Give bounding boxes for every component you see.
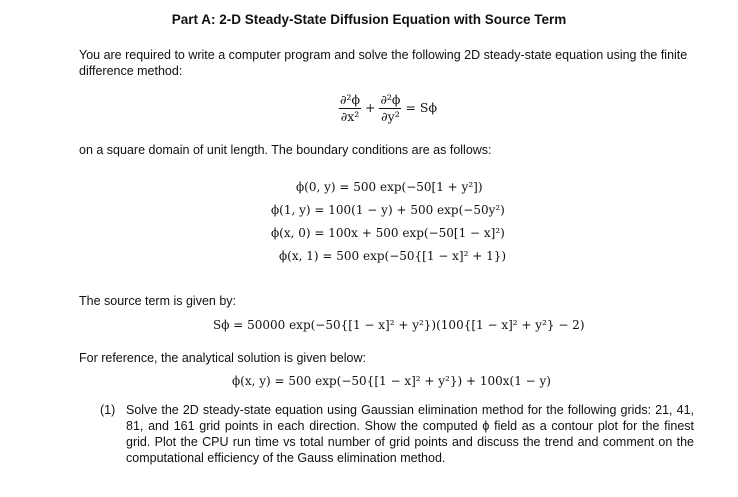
pde-equation <box>339 93 437 124</box>
task-item <box>100 402 694 466</box>
task-text: Solve the 2D steady-state equation using Gaussian elimination method for the following grids: 21, 41, 81, and 161 grid points in each direction. Show the computed ϕ field as a contour plot for the finest grid. Plot the CPU run time vs total number of grid points and discuss the trend and comment on the computational efficiency of the Gauss elimination method. <box>126 403 694 465</box>
pde-numerator-x: ∂²ϕ <box>340 92 360 107</box>
pde-rhs: = Sϕ <box>405 100 437 115</box>
boundary-condition-bottom: ϕ(x, 0) = 100x + 500 exp(−50[1 − x]²) <box>271 226 505 240</box>
pde-numerator-y: ∂²ϕ <box>380 92 401 107</box>
boundary-condition-top: ϕ(x, 1) = 500 exp(−50{[1 − x]² + 1}) <box>279 249 507 263</box>
pde-fraction-x <box>339 93 361 124</box>
reference-paragraph: For reference, the analytical solution is given below: <box>79 351 366 365</box>
pde-denominator-y: ∂y² <box>381 109 400 124</box>
intro-paragraph: You are required to write a computer program and solve the following 2D steady-state equation using the finite difference method: <box>79 48 688 78</box>
source-term-equation: Sϕ = 50000 exp(−50{[1 − x]² + y²})(100{[1 − x]² + y²} − 2) <box>213 318 585 332</box>
task-number: (1) <box>100 403 116 417</box>
pde-plus: + <box>364 100 376 115</box>
domain-paragraph: on a square domain of unit length. The boundary conditions are as follows: <box>79 143 492 157</box>
analytical-solution-equation: ϕ(x, y) = 500 exp(−50{[1 − x]² + y²}) + 100x(1 − y) <box>232 374 551 388</box>
pde-denominator-x: ∂x² <box>340 109 360 124</box>
source-paragraph: The source term is given by: <box>79 294 237 308</box>
pde-fraction-y <box>379 93 401 124</box>
boundary-condition-left: ϕ(0, y) = 500 exp(−50[1 + y²]) <box>296 180 483 194</box>
boundary-condition-right: ϕ(1, y) = 100(1 − y) + 500 exp(−50y²) <box>271 203 505 217</box>
page-title: Part A: 2-D Steady-State Diffusion Equation with Source Term <box>171 12 567 27</box>
